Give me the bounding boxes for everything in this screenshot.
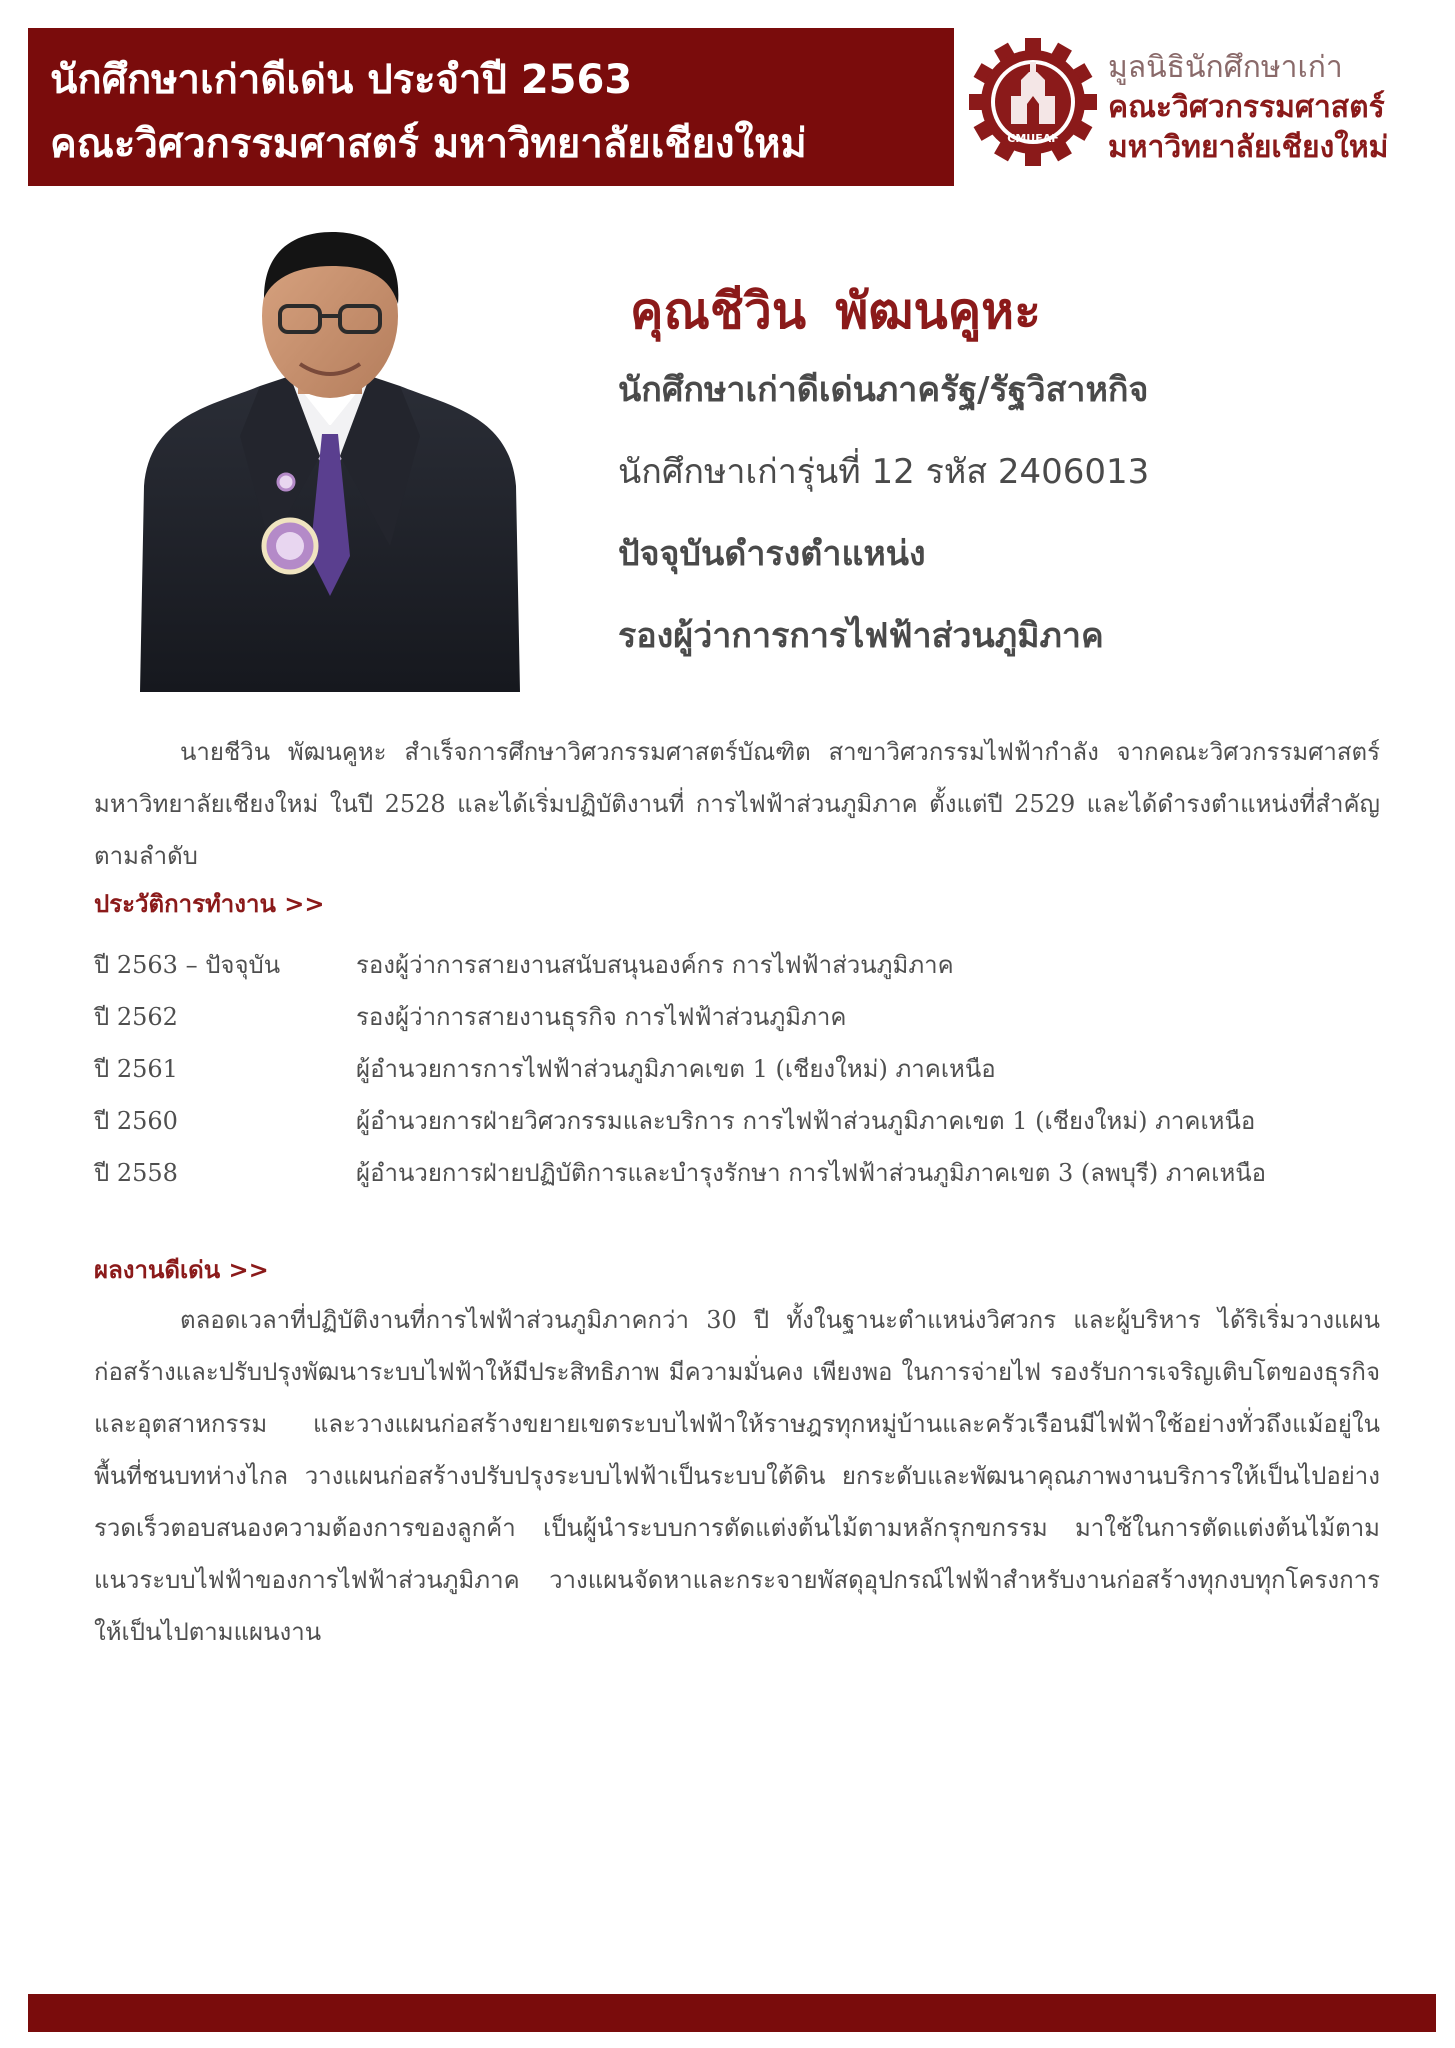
profile-summary <box>618 276 1418 674</box>
history-desc: รองผู้ว่าการสายงานสนับสนุนองค์กร การไฟฟ้าส่วนภูมิภาค <box>356 950 954 979</box>
work-history-list <box>94 938 1394 1198</box>
header-title-line2: คณะวิศวกรรมศาสตร์ มหาวิทยาลัยเชียงใหม่ <box>50 121 807 167</box>
portrait-photo <box>140 226 520 692</box>
logo-abbr: CMUEAF <box>1007 132 1059 145</box>
foundation-name <box>1108 48 1448 168</box>
footer-bar <box>28 1994 1436 2032</box>
foundation-logo <box>968 36 1098 176</box>
history-row <box>94 990 1394 1042</box>
history-year: ปี 2558 <box>94 1158 178 1187</box>
history-desc: รองผู้ว่าการสายงานธุรกิจ การไฟฟ้าส่วนภูมิภาค <box>356 1002 847 1031</box>
achievements-heading: ผลงานดีเด่น >> <box>94 1256 269 1284</box>
history-desc: ผู้อำนวยการการไฟฟ้าส่วนภูมิภาคเขต 1 (เชียงใหม่) ภาคเหนือ <box>356 1054 996 1083</box>
history-row <box>94 1146 1394 1198</box>
person-name: คุณชีวิน พัฒนคูหะ <box>630 282 1041 340</box>
work-history-heading: ประวัติการทำงาน >> <box>94 890 325 918</box>
current-position: รองผู้ว่าการการไฟฟ้าส่วนภูมิภาค <box>618 616 1104 656</box>
foundation-line1: มูลนิธินักศึกษาเก่า <box>1108 50 1343 85</box>
current-position-label: ปัจจุบันดำรงตำแหน่ง <box>618 534 926 574</box>
intro-paragraph: นายชีวิน พัฒนคูหะ สำเร็จการศึกษาวิศวกรรมศาสตร์บัณฑิต สาขาวิศวกรรมไฟฟ้ากำลัง จากคณะวิศวกรรมศาสตร์ มหาวิทยาลัยเชียงใหม่ ในปี 2528 และได้เริ่มปฏิบัติงานที่ การไฟฟ้าส่วนภูมิภาค ตั้งแต่ปี 2529 และได้ดำรงตำแหน่งที่สำคัญตามลำดับ <box>94 738 1380 870</box>
history-row <box>94 1042 1394 1094</box>
history-desc: ผู้อำนวยการฝ่ายวิศวกรรมและบริการ การไฟฟ้าส่วนภูมิภาคเขต 1 (เชียงใหม่) ภาคเหนือ <box>356 1106 1256 1135</box>
header-title-line1: นักศึกษาเก่าดีเด่น ประจำปี 2563 <box>50 57 633 103</box>
history-year: ปี 2561 <box>94 1054 178 1083</box>
achievements-paragraph: ตลอดเวลาที่ปฏิบัติงานที่การไฟฟ้าส่วนภูมิภาคกว่า 30 ปี ทั้งในฐานะตำแหน่งวิศวกร และผู้บริหาร ได้ริเริ่มวางแผนก่อสร้างและปรับปรุงพัฒนาระบบไฟฟ้าให้มีประสิทธิภาพ มีความมั่นคง เพียงพอ ในการจ่ายไฟ รองรับการเจริญเติบโตของธุรกิจและอุตสาหกรรม และวางแผนก่อสร้างขยายเขตระบบไฟฟ้าให้ราษฎรทุกหมู่บ้านและครัวเรือนมีไฟฟ้าใช้อย่างทั่วถึงแม้อยู่ในพื้นที่ชนบทห่างไกล วางแผนก่อสร้างปรับปรุงระบบไฟฟ้าเป็นระบบใต้ดิน ยกระดับและพัฒนาคุณภาพงานบริการให้เป็นไปอย่างรวดเร็วตอบสนองความต้องการของลูกค้า เป็นผู้นำระบบการตัดแต่งต้นไม้ตามหลักรุกขกรรม มาใช้ในการตัดแต่งต้นไม้ตามแนวระบบไฟฟ้าของการไฟฟ้าส่วนภูมิภาค วางแผนจัดหาและกระจายพัสดุอุปกรณ์ไฟฟ้าสำหรับงานก่อสร้างทุกงบทุกโครงการให้เป็นไปตามแผนงาน <box>94 1306 1380 1646</box>
history-desc: ผู้อำนวยการฝ่ายปฏิบัติการและบำรุงรักษา การไฟฟ้าส่วนภูมิภาคเขต 3 (ลพบุรี) ภาคเหนือ <box>356 1158 1267 1187</box>
gear-emblem-icon <box>968 36 1098 176</box>
history-year: ปี 2560 <box>94 1106 178 1135</box>
history-year: ปี 2563 – ปัจจุบัน <box>94 950 281 979</box>
history-row <box>94 1094 1394 1146</box>
alumni-class: นักศึกษาเก่ารุ่นที่ 12 รหัส 2406013 <box>618 452 1150 492</box>
history-row <box>94 938 1394 990</box>
foundation-line2: คณะวิศวกรรมศาสตร์ <box>1108 90 1385 125</box>
person-portrait-icon <box>140 226 520 692</box>
history-year: ปี 2562 <box>94 1002 178 1031</box>
award-category: นักศึกษาเก่าดีเด่นภาครัฐ/รัฐวิสาหกิจ <box>618 370 1149 410</box>
header-banner <box>28 28 954 186</box>
foundation-line3: มหาวิทยาลัยเชียงใหม่ <box>1108 130 1389 165</box>
